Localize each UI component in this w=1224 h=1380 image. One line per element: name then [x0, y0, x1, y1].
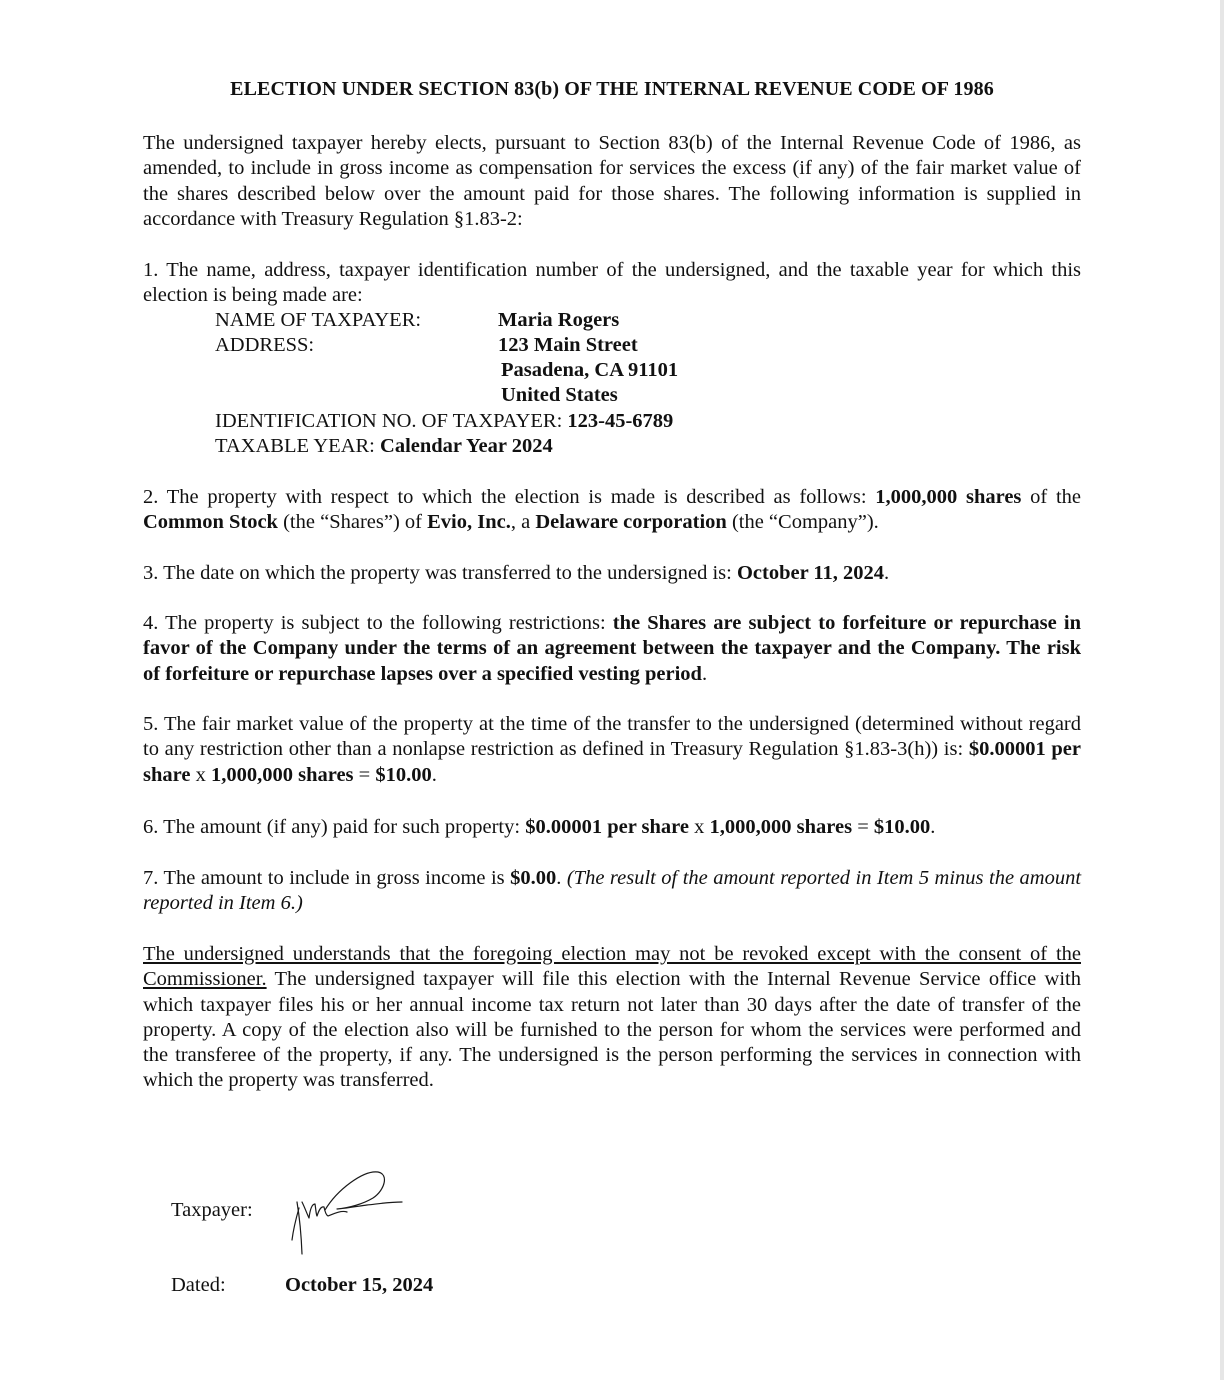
item-2-shares: 1,000,000 shares [875, 486, 1022, 508]
item-6-equals: = [852, 816, 874, 838]
item-4-suffix: . [701, 662, 708, 685]
taxpayer-id-value: 123-45-6789 [567, 410, 674, 432]
item-4-prefix: 4. The property is subject to the following restrictions: [143, 612, 613, 634]
signature-date: October 15, 2024 [285, 1274, 434, 1296]
item-6-prefix: 6. The amount (if any) paid for such property: [143, 816, 526, 838]
address-line-1: 123 Main Street [498, 334, 638, 356]
item-6-suffix: . [930, 816, 936, 838]
taxable-year-label: TAXABLE YEAR: [215, 435, 375, 457]
taxpayer-id-row [215, 409, 673, 434]
item-3-date: October 11, 2024 [736, 562, 885, 584]
address-line-2: Pasadena, CA 91101 [501, 359, 679, 381]
address-label: ADDRESS: [215, 334, 315, 356]
item-5-paragraph [143, 712, 1081, 788]
address-line-3: United States [501, 384, 618, 406]
item-5-total: $10.00 [375, 763, 432, 786]
item-2-prefix: 2. The property with respect to which the election is made is described as follows: [143, 486, 876, 508]
item-5-prefix: 5. The fair market value of the property at the time of the transfer to the undersigned (determined without regard to any restriction other than a nonlapse restriction as defined in Treasury Regulation §1.83-3(h)) is: [143, 713, 1081, 761]
handwritten-signature [285, 1162, 415, 1258]
item-3-prefix: 3. The date on which the property was transferred to the undersigned is: [143, 562, 737, 584]
item-7-note: (The result of the amount reported in Item 5 minus the amount reported in Item 6.) [143, 867, 1082, 915]
closing-revocation-clause: The undersigned understands that the foregoing election may not be revoked except with the consent of the Commissioner. [143, 943, 1081, 991]
item-2-comma: , a [510, 511, 536, 534]
item-2-of-the: of the [1021, 486, 1081, 508]
item-5-suffix: . [431, 763, 437, 786]
item-1-text: 1. The name, address, taxpayer identification number of the undersigned, and the taxable year for which this election is being made are: [143, 259, 1081, 307]
item-2-stock-class: Common Stock [143, 511, 278, 534]
item-2-paragraph [143, 485, 1081, 536]
item-6-paragraph [143, 815, 1081, 840]
closing-paragraph [143, 942, 1081, 1094]
taxpayer-label: Taxpayer: [171, 1199, 253, 1221]
item-6-price: $0.00001 per share [525, 816, 689, 838]
item-7-prefix: 7. The amount to include in gross income is [143, 867, 511, 889]
item-2-company: Evio, Inc. [427, 511, 511, 534]
page-edge [1220, 0, 1224, 1380]
item-3-paragraph [143, 561, 1081, 586]
item-2-company-type: Delaware corporation [535, 511, 727, 534]
item-6-total: $10.00 [873, 816, 931, 838]
item-6-times: x [689, 816, 710, 838]
taxable-year-row [215, 434, 553, 459]
item-5-equals: = [353, 763, 376, 786]
item-3-suffix: . [884, 562, 890, 584]
taxpayer-name-value: Maria Rogers [498, 309, 620, 331]
item-7-paragraph [143, 866, 1081, 917]
item-5-times: x [190, 763, 211, 786]
taxpayer-name-label: NAME OF TAXPAYER: [215, 309, 422, 331]
dated-label: Dated: [171, 1274, 226, 1296]
item-4-restrictions: the Shares are subject to forfeiture or repurchase in favor of the Company under the terms of an agreement between the taxpayer and the Company. The risk of forfeiture or repurchase lapses over a specified vesting period [143, 612, 1081, 685]
document-title: ELECTION UNDER SECTION 83(b) OF THE INTERNAL REVENUE CODE OF 1986 [230, 78, 994, 100]
item-2-shares-def: (the “Shares”) of [277, 511, 428, 534]
item-5-price: $0.00001 per share [143, 738, 1081, 786]
item-7-amount: $0.00 [510, 867, 557, 889]
item-4-paragraph [143, 611, 1081, 687]
item-6-qty: 1,000,000 shares [709, 816, 853, 838]
item-7-period: . [556, 867, 567, 889]
taxpayer-id-label: IDENTIFICATION NO. OF TAXPAYER: [215, 410, 563, 432]
item-5-qty: 1,000,000 shares [210, 763, 354, 786]
intro-paragraph: The undersigned taxpayer hereby elects, pursuant to Section 83(b) of the Internal Revenue Code of 1986, as amended, to include in gross income as compensation for services the excess (if any) of the fair market value of the shares described below over the amount paid for those shares. The following information is supplied in accordance with Treasury Regulation §1.83-2: [143, 132, 1081, 230]
taxable-year-value: Calendar Year 2024 [380, 435, 553, 457]
closing-rest: The undersigned taxpayer will file this election with the Internal Revenue Service office with which taxpayer files his or her annual income tax return not later than 30 days after the date of transfer of the property. A copy of the election also will be furnished to the person for whom the services were performed and the transferee of the property, if any. The undersigned is the person performing the services in connection with which the property was transferred. [143, 968, 1081, 1092]
item-2-company-def: (the “Company”). [726, 511, 879, 534]
